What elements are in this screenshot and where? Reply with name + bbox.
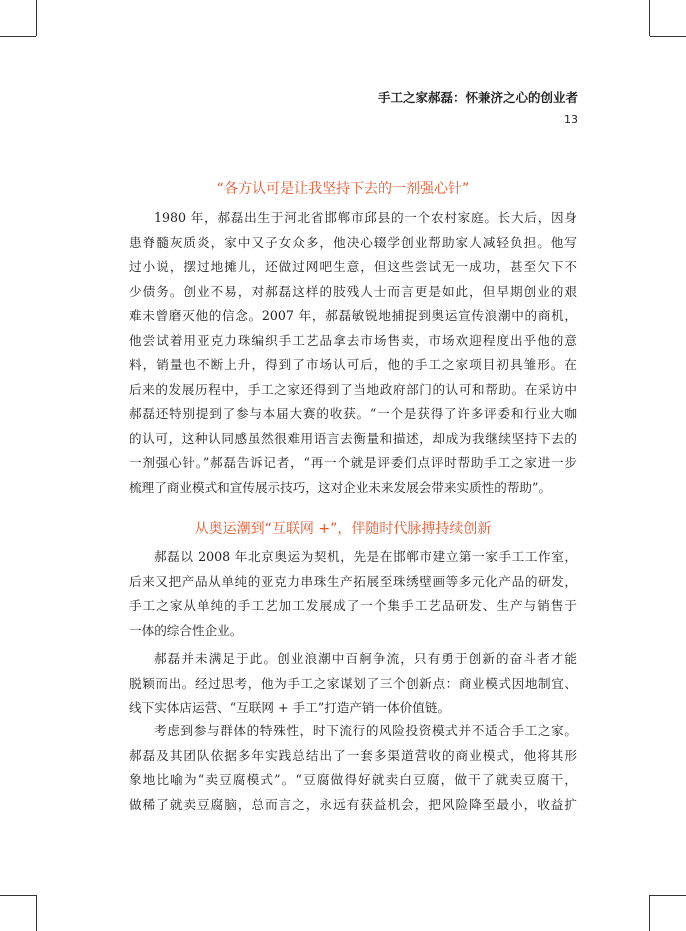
text-line: 后来又把产品从单纯的亚克力串珠生产拓展至珠绣壁画等多元化产品的研发， (129, 573, 577, 589)
paragraph (129, 647, 577, 721)
paragraph (129, 545, 577, 643)
text-line: 一剂强心针。”郝磊告诉记者，“再一个就是评委们点评时帮助手工之家进一步 (129, 455, 577, 471)
crop-mark (650, 36, 686, 37)
text-line: 脱颖而出。经过思考，他为手工之家谋划了三个创新点：商业模式因地制宜、 (129, 675, 577, 691)
text-line: 做稀了就卖豆腐脑，总而言之，永远有获益机会，把风险降至最小，收益扩 (129, 796, 577, 812)
text-line: 郝磊还特别提到了参与本届大赛的收获。“一个是获得了许多评委和行业大咖 (129, 406, 577, 422)
crop-mark (0, 895, 36, 896)
text-line: 他尝试着用亚克力珠编织手工艺品拿去市场售卖，市场欢迎程度出乎他的意 (129, 332, 577, 348)
text-line: 郝磊以 2008 年北京奥运为契机，先是在邯郸市建立第一家手工工作室， (154, 549, 577, 564)
crop-mark (650, 895, 686, 896)
text-line: 线下实体店运营、“互联网 + 手工”打造产销一体价值链。 (129, 700, 451, 716)
text-line: 1980 年，郝磊出生于河北省邯郸市邱县的一个农村家庭。长大后，因身 (154, 210, 577, 225)
running-title: 手工之家郝磊：怀兼济之心的创业者 (377, 90, 578, 105)
crop-mark (649, 0, 650, 36)
paragraph (129, 719, 577, 817)
page-number: 13 (564, 113, 578, 126)
text-line: 象地比喻为“卖豆腐模式”。“豆腐做得好就卖白豆腐，做干了就卖豆腐干， (129, 772, 577, 788)
text-line: 难未曾磨灭他的信念。2007 年，郝磊敏锐地捕捉到奥运宣传浪潮中的商机， (129, 308, 577, 324)
text-line: 一体的综合性企业。 (129, 622, 243, 638)
text-line: 的认可，这种认同感虽然很难用语言去衡量和描述，却成为我继续坚持下去的 (129, 430, 577, 446)
section-heading-1: “各方认可是让我坚持下去的一剂强心针” (216, 181, 470, 197)
section-1-body (129, 206, 577, 501)
crop-mark (649, 895, 650, 931)
text-line: 过小说，摆过地摊儿，还做过网吧生意，但这些尝试无一成功，甚至欠下不 (129, 259, 577, 275)
text-line: 郝磊及其团队依据多年实践总结出了一套多渠道营收的商业模式，他将其形 (129, 747, 577, 763)
text-line: 郝磊并未满足于此。创业浪潮中百舸争流，只有勇于创新的奋斗者才能 (154, 651, 577, 666)
crop-mark (36, 895, 37, 931)
text-line: 后来的发展历程中，手工之家还得到了当地政府部门的认可和帮助。在采访中 (129, 381, 577, 397)
text-line: 料，销量也不断上升，得到了市场认可后，他的手工之家项目初具雏形。在 (129, 357, 577, 373)
text-line: 手工之家从单纯的手工艺加工发展成了一个集手工艺品研发、生产与销售于 (129, 598, 577, 614)
text-line: 患脊髓灰质炎，家中又子女众多，他决心辍学创业帮助家人减轻负担。他写 (129, 234, 577, 250)
crop-mark (36, 0, 37, 36)
section-heading-2: 从奥运潮到“互联网 +”，伴随时代脉搏持续创新 (194, 521, 492, 537)
text-line: 梳理了商业模式和宣传展示技巧，这对企业未来发展会带来实质性的帮助”。 (129, 480, 552, 496)
crop-mark (0, 36, 36, 37)
text-line: 少债务。创业不易，对郝磊这样的肢残人士而言更是如此，但早期创业的艰 (129, 283, 577, 299)
text-line: 考虑到参与群体的特殊性，时下流行的风险投资模式并不适合手工之家。 (154, 723, 577, 738)
